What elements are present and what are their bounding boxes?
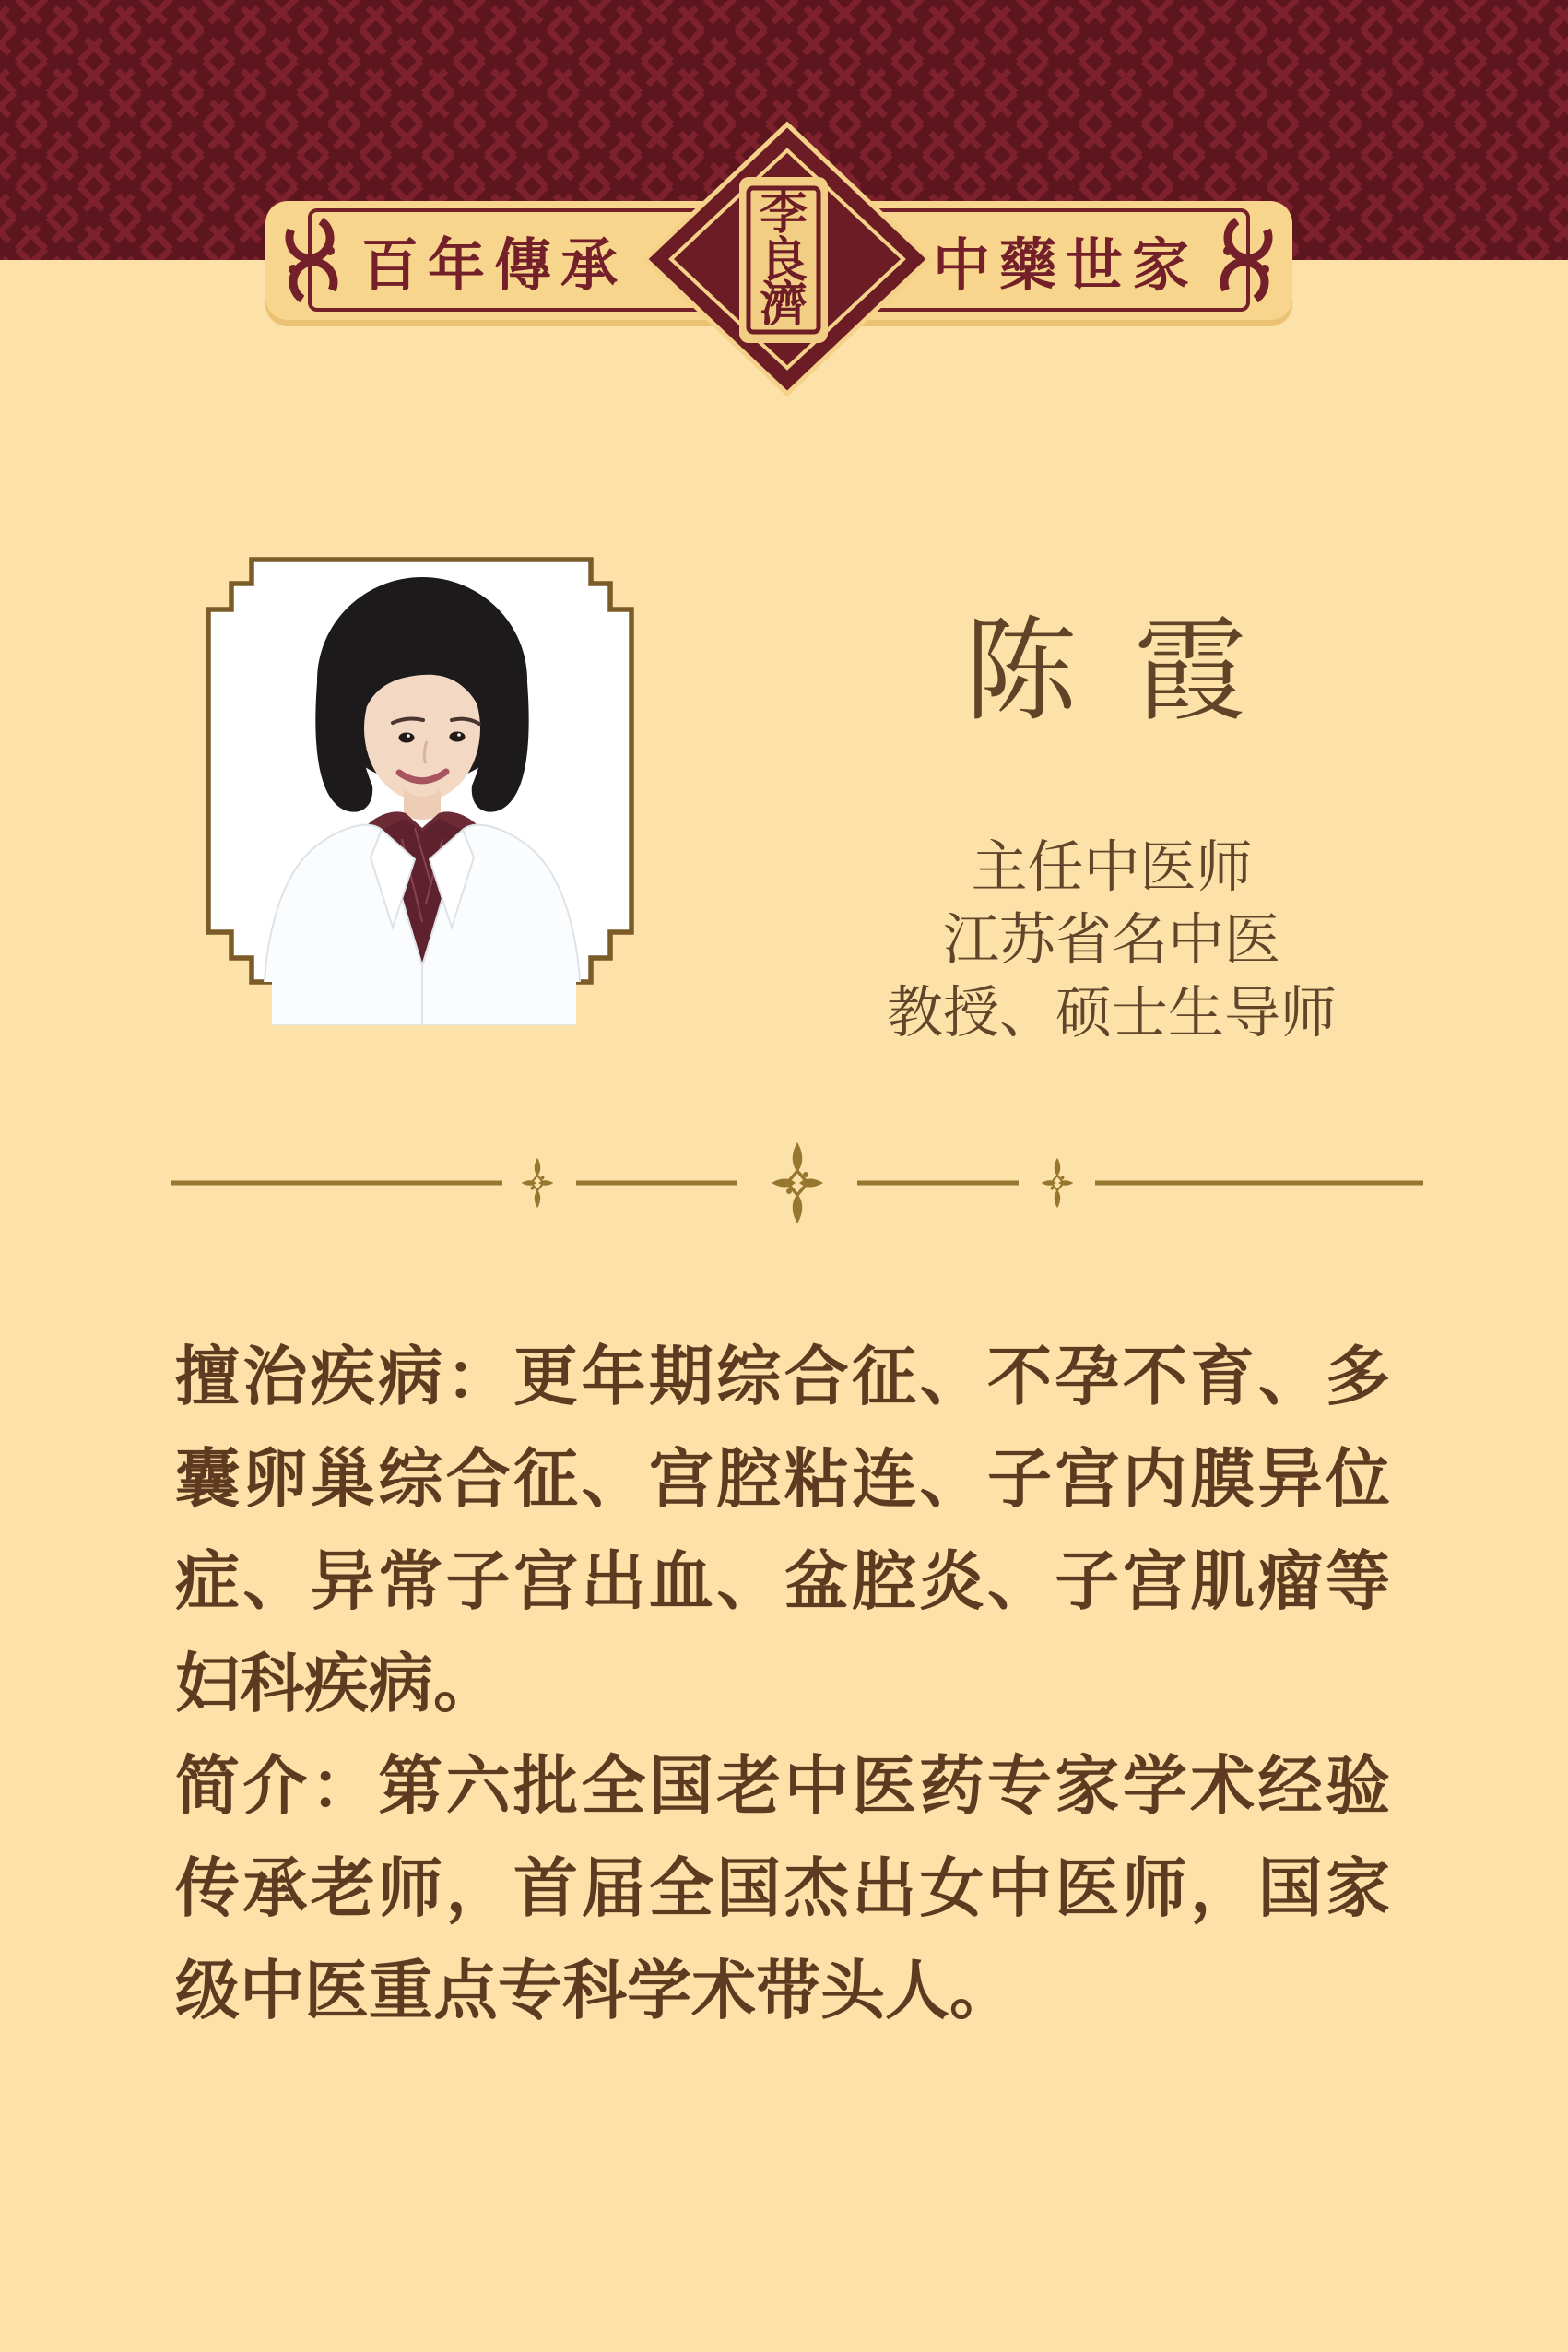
- brand-diamond-seal: [636, 111, 940, 415]
- bio-paragraph: [175, 1326, 1390, 2042]
- seal-char-3: 濟: [759, 279, 808, 332]
- divider-knot-right: [1042, 1158, 1074, 1209]
- left-scroll-icon: [281, 209, 341, 310]
- divider-knot-left: [522, 1158, 554, 1209]
- seal-char-1: 李: [759, 187, 808, 240]
- doctor-name: 陈 霞: [964, 609, 1259, 734]
- bio-line: 症、异常子宫出血、盆腔炎、子宫肌瘤等: [175, 1545, 1390, 1617]
- banner-right-text: 中藥世家: [932, 235, 1198, 298]
- ornamental-divider: [0, 1134, 1568, 1235]
- right-scroll-icon: [1216, 209, 1276, 310]
- doctor-portrait-photo: [184, 535, 654, 1042]
- doctor-title-1: 主任中医师: [971, 837, 1253, 899]
- doctor-title-2: 江苏省名中医: [942, 910, 1280, 972]
- bio-line: 囊卵巢综合征、宫腔粘连、子宫内膜异位: [175, 1443, 1390, 1515]
- divider-knot-center: [772, 1142, 823, 1223]
- bio-line: 传承老师，首届全国杰出女中医师，国家: [175, 1852, 1390, 1924]
- banner-left-text: 百年傳承: [360, 235, 627, 298]
- bio-line: 擅治疾病：更年期综合征、不孕不育、多: [175, 1341, 1390, 1412]
- bio-line: 级中医重点专科学术带头人。: [175, 1955, 1014, 2027]
- bio-line: 妇科疾病。: [175, 1648, 498, 1720]
- doctor-title-3: 教授、硕士生导师: [886, 983, 1337, 1045]
- bio-line: 简介：第六批全国老中医药专家学术经验: [175, 1750, 1390, 1822]
- doctor-titles: [872, 832, 1351, 1050]
- seal-char-2: 良: [759, 235, 808, 288]
